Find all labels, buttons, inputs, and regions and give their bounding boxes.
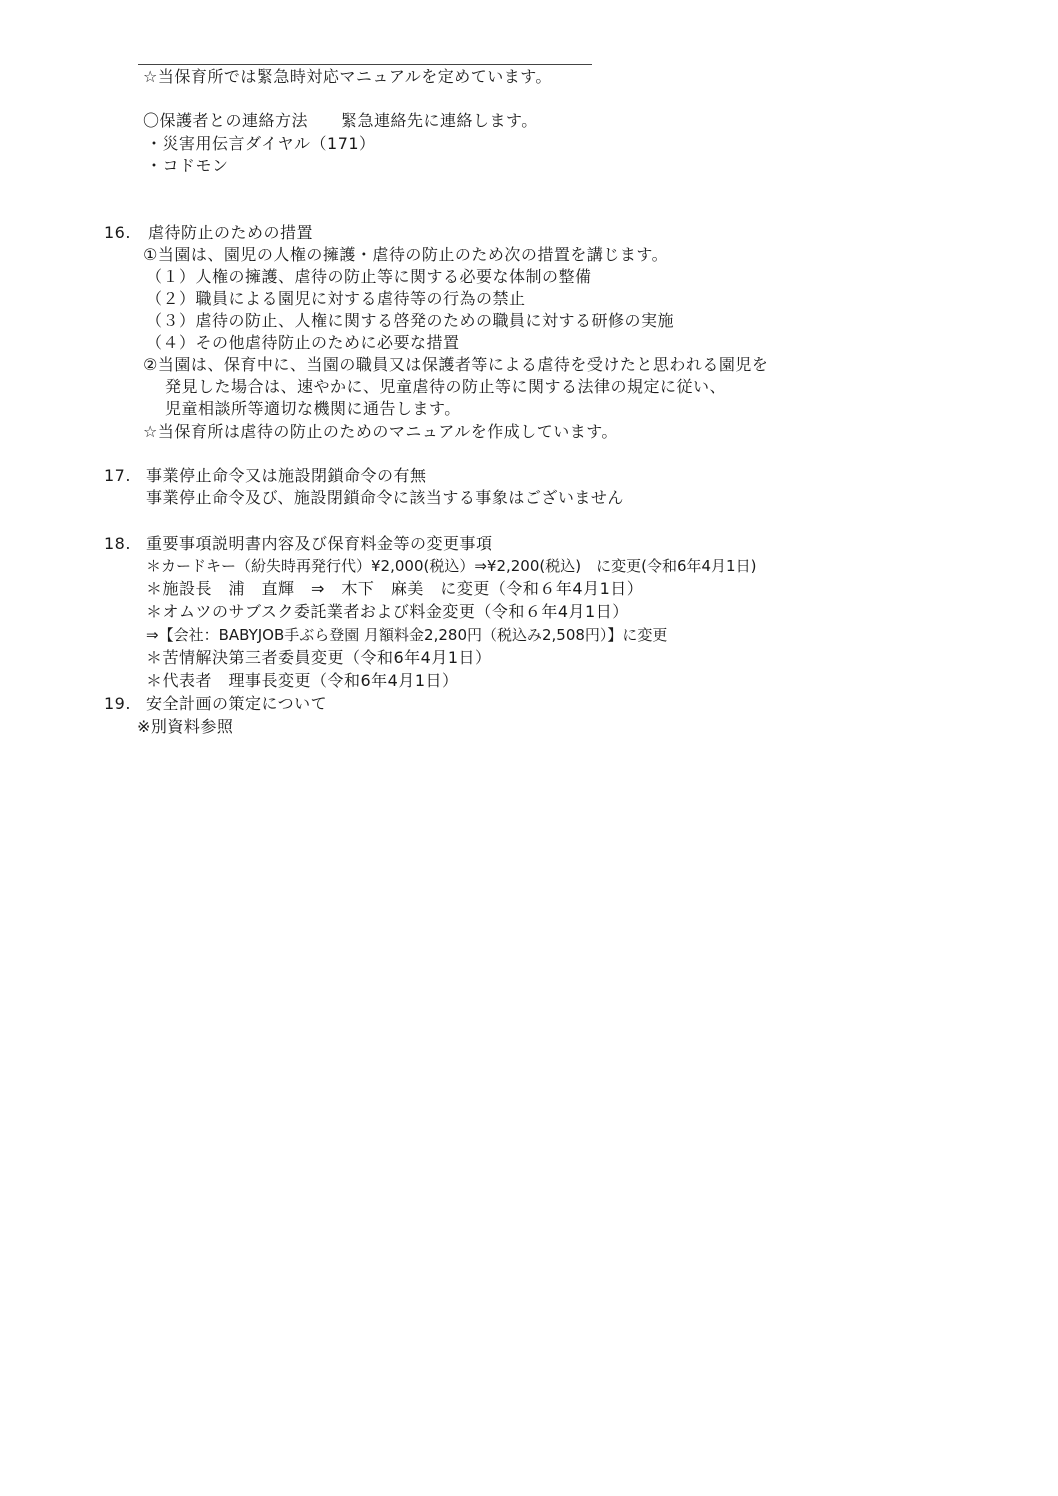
section-19-title: 安全計画の策定について (146, 694, 328, 713)
section-18-line: ＊苦情解決第三者委員変更（令和6年4月1日） (146, 648, 492, 667)
section-16-number: 16. (104, 223, 131, 242)
section-16-line: （３）虐待の防止、人権に関する啓発のための職員に対する研修の実施 (146, 311, 675, 330)
section-16-line: 児童相談所等適切な機関に通告します。 (165, 399, 461, 418)
section-16-line: （２）職員による園児に対する虐待等の行為の禁止 (146, 289, 526, 308)
section-16-title: 虐待防止のための措置 (148, 223, 314, 242)
section-19-body: ※別資料参照 (137, 717, 234, 736)
section-17-title: 事業停止命令又は施設閉鎖命令の有無 (146, 466, 427, 485)
section-18-number: 18. (104, 534, 131, 553)
contact-item: ・コドモン (146, 156, 229, 175)
section-16-line: ①当園は、園児の人権の擁護・虐待の防止のため次の措置を講じます。 (143, 245, 669, 264)
section-18-line: ＊オムツのサブスク委託業者および料金変更（令和６年4月1日） (146, 602, 629, 621)
section-18-line: ⇒【会社：BABYJOB手ぶら登園 月額料金2,280円（税込み2,508円）】に変更 (146, 626, 668, 644)
guardian-contact-method: 〇保護者との連絡方法 緊急連絡先に連絡します。 (143, 111, 538, 130)
section-18-line: ＊カードキー（紛失時再発行代）¥2,000(税込）⇒¥2,200(税込) に変更(令和6年4月1日) (146, 557, 757, 575)
section-19-number: 19. (104, 694, 131, 713)
top-divider (138, 64, 592, 65)
section-16-line: ☆当保育所は虐待の防止のためのマニュアルを作成しています。 (143, 422, 618, 441)
section-16-line: （４）その他虐待防止のために必要な措置 (146, 333, 460, 352)
section-17-body: 事業停止命令及び、施設閉鎖命令に該当する事象はございません (146, 488, 624, 507)
section-17-number: 17. (104, 466, 131, 485)
section-16-line: ②当園は、保育中に、当園の職員又は保護者等による虐待を受けたと思われる園児を (143, 355, 769, 374)
section-16-line: （１）人権の擁護、虐待の防止等に関する必要な体制の整備 (146, 267, 592, 286)
section-18-line: ＊施設長 浦 直輝 ⇒ 木下 麻美 に変更（令和６年4月1日） (146, 579, 644, 598)
emergency-manual-note: ☆当保育所では緊急時対応マニュアルを定めています。 (143, 67, 552, 86)
section-16-line: 発見した場合は、速やかに、児童虐待の防止等に関する法律の規定に従い、 (165, 377, 727, 396)
section-18-title: 重要事項説明書内容及び保育料金等の変更事項 (146, 534, 493, 553)
section-18-line: ＊代表者 理事長変更（令和6年4月1日） (146, 671, 459, 690)
contact-item: ・災害用伝言ダイヤル（171） (146, 134, 376, 153)
